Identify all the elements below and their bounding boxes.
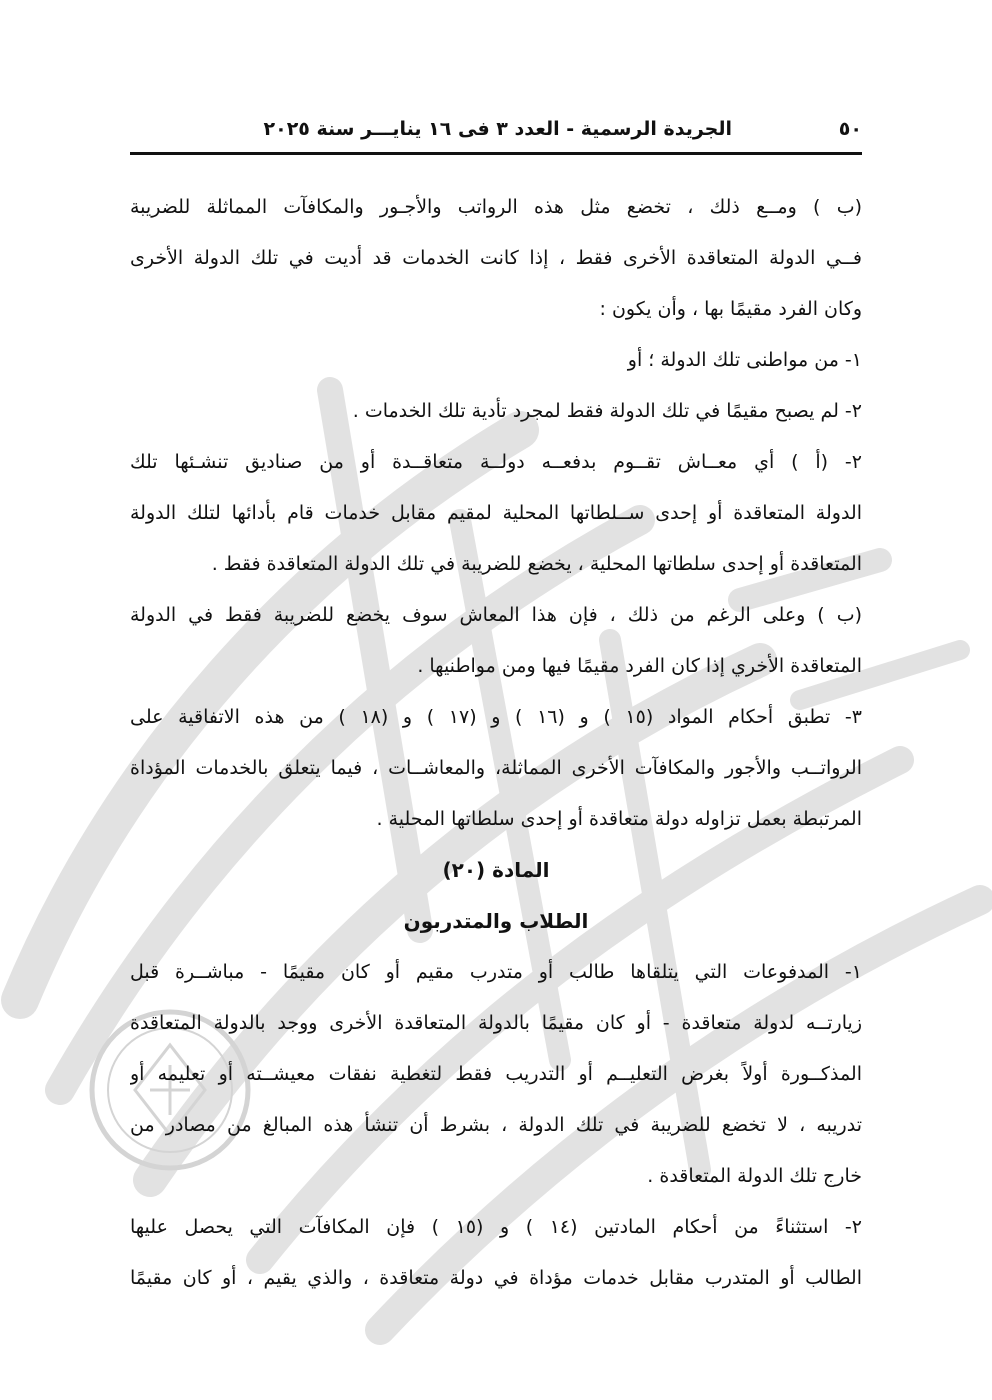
text-line: الدولة المتعاقدة أو إحدى ســلطاتها المحلية لمقيم مقابل خدمات قام بأدائها لتلك الدولة	[130, 502, 862, 524]
text-line: ٢- (أ ) أي معــاش تقــوم بدفعــه دولــة متعاقــدة أو من صناديق تنشـئها تلك	[130, 451, 862, 473]
text-line: ٢- لم يصبح مقيمًا في تلك الدولة فقط لمجرد تأدية تلك الخدمات .	[352, 400, 862, 422]
text-line: تدريبه ، لا تخضع للضريبة في تلك الدولة ، بشرط أن تنشأ هذه المبالغ من مصادر من	[130, 1114, 862, 1136]
article-subheading: الطلاب والمتدربون	[403, 909, 589, 933]
page-header	[130, 112, 862, 155]
text-line: ١- المدفوعات التي يتلقاها طالب أو متدرب مقيم أو كان مقيمًا - مباشــرة قبل	[130, 961, 862, 983]
text-line: ١- من مواطنى تلك الدولة ؛ أو	[627, 349, 862, 371]
text-line: المتعاقدة أو إحدى سلطاتها المحلية ، يخضع للضريبة في تلك الدولة المتعاقدة فقط .	[211, 553, 862, 575]
text-line: (ب ) وعلى الرغم من ذلك ، فإن هذا المعاش سوف يخضع للضريبة فقط في الدولة	[130, 604, 862, 626]
text-line: المتعاقدة الأخري إذا كان الفرد مقيمًا فيها ومن مواطنيها .	[417, 655, 862, 677]
text-line: خارج تلك الدولة المتعاقدة .	[647, 1165, 862, 1187]
text-line: المذكــورة أولاً بغرض التعليــم أو التدريب فقط لتغطية نفقات معيشــته أو تعليمه أو	[130, 1063, 862, 1085]
body-text	[130, 182, 862, 1304]
text-line: المرتبطة بعمل تزاوله دولة متعاقدة أو إحدى سلطاتها المحلية .	[376, 808, 862, 830]
article-heading: المادة (٢٠)	[442, 858, 550, 882]
text-line: فــي الدولة المتعاقدة الأخرى فقط ، إذا كانت الخدمات قد أديت في تلك الدولة الأخرى	[130, 247, 862, 269]
text-line: الرواتــب والأجور والمكافآت الأخرى المماثلة، والمعاشــات ، فيما يتعلق بالخدمات المؤداة	[130, 757, 862, 779]
text-line: وكان الفرد مقيمًا بها ، وأن يكون :	[599, 298, 862, 320]
text-line: ٢- استثناءً من أحكام المادتين (١٤ ) و (١٥ ) فإن المكافآت التي يحصل عليها	[130, 1216, 862, 1238]
text-line: زيارتــه لدولة متعاقدة - أو كان مقيمًا بالدولة المتعاقدة الأخرى ووجد بالدولة المتعاقدة	[130, 1012, 862, 1034]
text-line: (ب ) ومــع ذلك ، تخضع مثل هذه الرواتب والأجـور والمكافآت المماثلة للضريبة	[130, 196, 862, 218]
text-line: الطالب أو المتدرب مقابل خدمات مؤداة في دولة متعاقدة ، والذي يقيم ، أو كان مقيمًا	[130, 1267, 862, 1289]
gazette-title: الجريدة الرسمية - العدد ٣ فى ١٦ ينايـــر سنة ٢٠٢٥	[263, 118, 732, 140]
text-line: ٣- تطبق أحكام المواد (١٥ ) و (١٦ ) و (١٧ ) و (١٨ ) من هذه الاتفاقية على	[130, 706, 862, 728]
page-number: ٥٠	[838, 118, 862, 140]
